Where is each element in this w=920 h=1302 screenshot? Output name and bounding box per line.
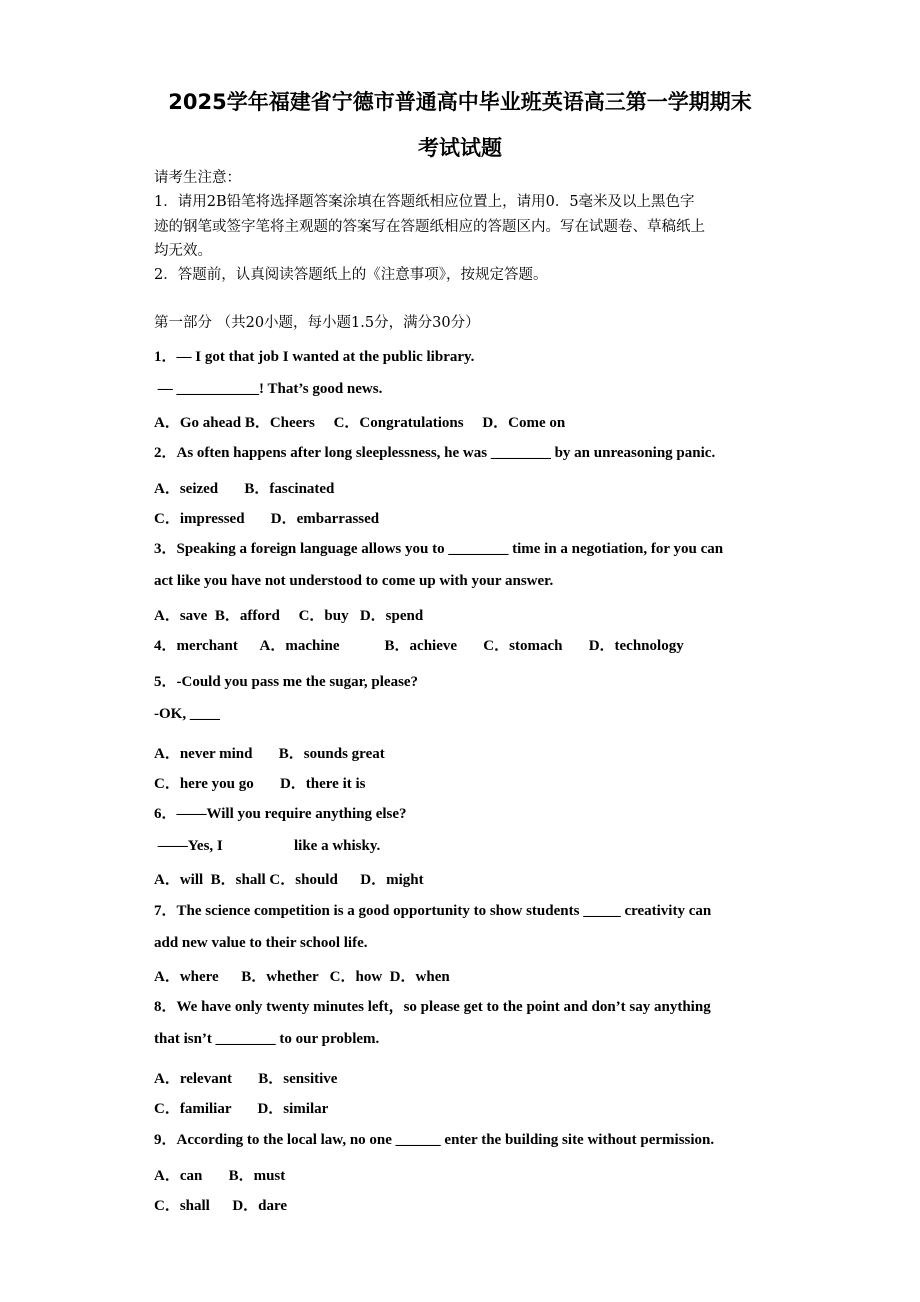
question-6-options: A．will B．shall C．should D．might — [154, 872, 424, 888]
question-3-stem: 3．Speaking a foreign language allows you to ________ time in a negotiation, for you can — [154, 541, 724, 557]
question-8-options-cd: C．familiar D．similar — [154, 1101, 329, 1117]
question-4-line: 4．merchant A．machine B．achieve C．stomach D．technology — [154, 638, 684, 654]
title-line-1: 2025学年福建省宁德市普通高中毕业班英语高三第一学期期末 — [168, 90, 752, 114]
section-heading: 第一部分 （共20小题，每小题1.5分，满分30分） — [154, 315, 480, 331]
question-8-stem: 8．We have only twenty minutes left，so please get to the point and don’t say anything — [154, 999, 711, 1015]
question-3-options: A．save B．afford C．buy D．spend — [154, 608, 424, 624]
question-7-options: A．where B．whether C．how D．when — [154, 969, 450, 985]
notice-line-4: 2．答题前，认真阅读答题纸上的《注意事项》，按规定答题。 — [154, 267, 548, 283]
question-7-stem-cont: add new value to their school life. — [154, 935, 368, 951]
question-3-stem-cont: act like you have not understood to come up with your answer. — [154, 573, 554, 589]
question-9-options-cd: C．shall D．dare — [154, 1198, 288, 1214]
question-7-stem: 7．The science competition is a good opportunity to show students _____ creativity can — [154, 903, 712, 919]
question-1-stem: 1．— I got that job I wanted at the public library. — [154, 349, 475, 365]
question-6-reply: ——Yes, I like a whisky. — [154, 838, 381, 854]
question-2-options-ab: A．seized B．fascinated — [154, 481, 335, 497]
notice-heading: 请考生注意： — [154, 170, 241, 186]
question-8-stem-cont: that isn’t ________ to our problem. — [154, 1031, 380, 1047]
title-line-2: 考试试题 — [418, 136, 502, 160]
question-2-stem: 2．As often happens after long sleeplessness, he was ________ by an unreasoning panic. — [154, 445, 716, 461]
question-8-options-ab: A．relevant B．sensitive — [154, 1071, 338, 1087]
notice-line-2: 迹的钢笔或签字笔将主观题的答案写在答题纸相应的答题区内。写在试题卷、草稿纸上 — [154, 219, 705, 235]
question-9-options-ab: A．can B．must — [154, 1168, 286, 1184]
question-2-options-cd: C．impressed D．embarrassed — [154, 511, 380, 527]
notice-line-3: 均无效。 — [154, 243, 212, 259]
question-1-options: A．Go ahead B．Cheers C．Congratulations D．Come on — [154, 415, 566, 431]
question-5-stem: 5．-Could you pass me the sugar, please? — [154, 674, 419, 690]
question-9-stem: 9．According to the local law, no one ______ enter the building site without permission. — [154, 1132, 715, 1148]
question-5-reply: -OK, ____ — [154, 706, 220, 722]
notice-line-1: 1．请用2B铅笔将选择题答案涂填在答题纸相应位置上，请用0．5毫米及以上黑色字 — [154, 194, 695, 210]
question-6-stem: 6．——Will you require anything else? — [154, 806, 407, 822]
question-1-reply: — ___________! That’s good news. — [154, 381, 383, 397]
question-5-options-cd: C．here you go D．there it is — [154, 776, 366, 792]
question-5-options-ab: A．never mind B．sounds great — [154, 746, 385, 762]
